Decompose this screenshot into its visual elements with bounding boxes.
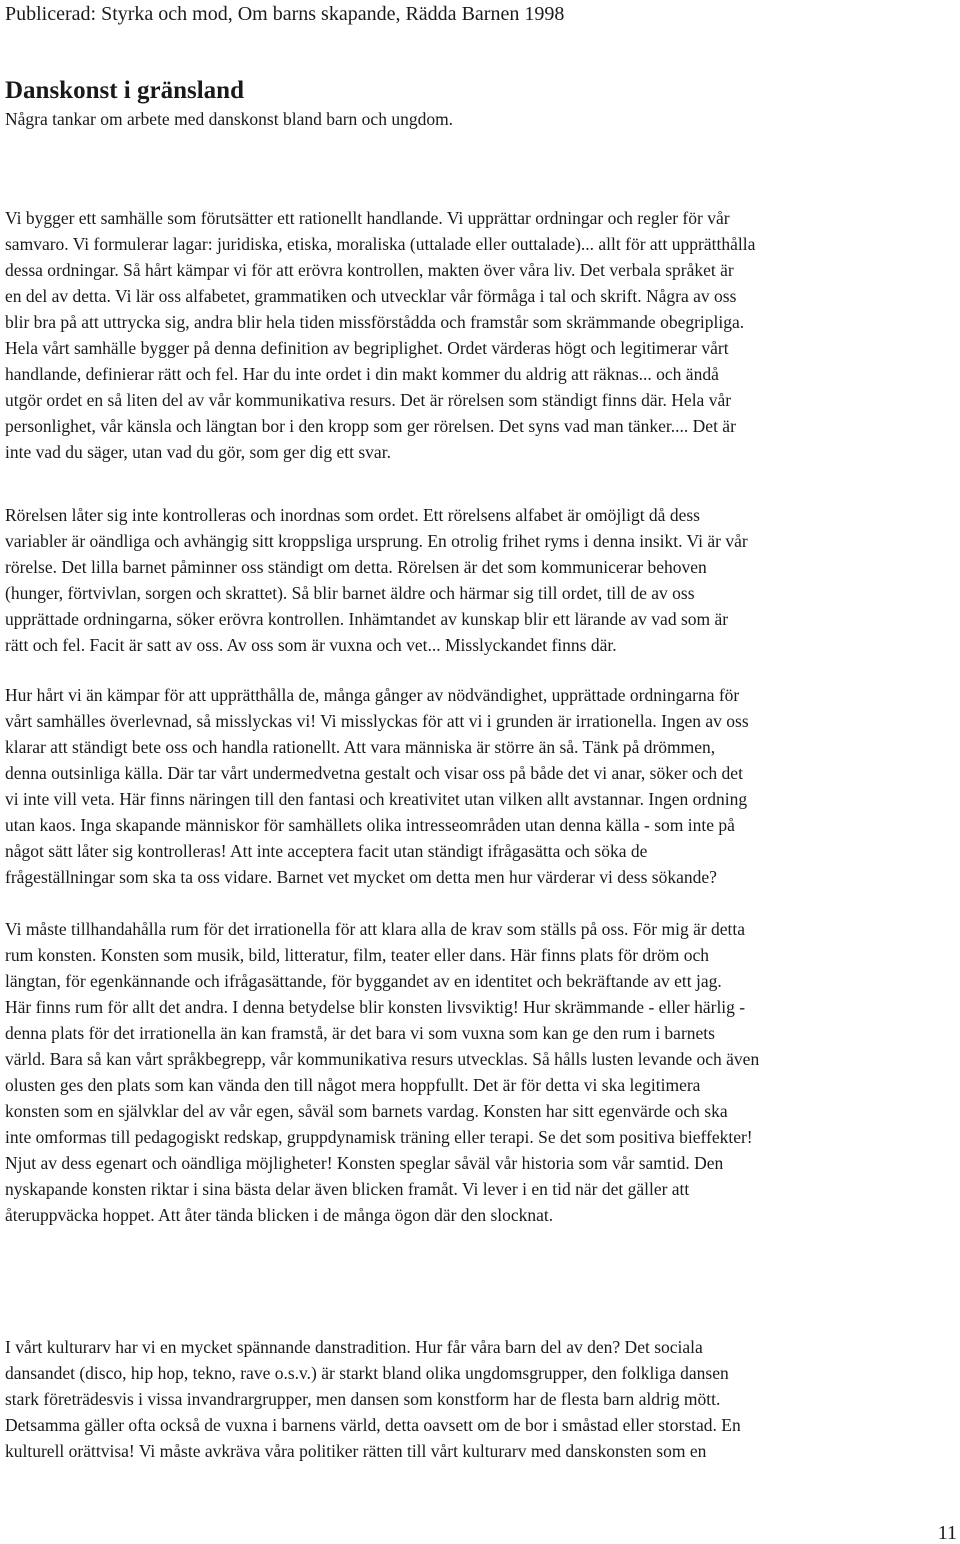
paragraph-line: inte omformas till pedagogiskt redskap, gruppdynamisk träning eller terapi. Se det som positiva bieffekter! (5, 1127, 753, 1147)
page-number: 11 (937, 1522, 957, 1544)
paragraph-line: en del av detta. Vi lär oss alfabetet, grammatiken och utvecklar vår förmåga i tal och skrift. Några av oss (5, 286, 737, 306)
paragraph-line: denna outsinliga källa. Där tar vårt undermedvetna gestalt och visar oss på både det vi anar, söker och det (5, 763, 743, 783)
paragraph-line: (hunger, förtvivlan, sorgen och skrattet). Så blir barnet äldre och härmar sig till ordet, till de av oss (5, 583, 695, 603)
paragraph-line: vårt samhälles överlevnad, så misslyckas vi! Vi misslyckas för att vi i grunden är irrationella. Ingen av oss (5, 711, 749, 731)
paragraph-line: upprättade ordningarna, söker erövra kontrollen. Inhämtandet av kunskap blir ett lärande av vad som är (5, 609, 729, 629)
paragraph-line: nyskapande konsten riktar i sina bästa delar även blicken framåt. Vi lever i en tid när det gäller att (5, 1179, 690, 1199)
paragraph-line: Vi måste tillhandahålla rum för det irrationella för att klara alla de krav som ställs på oss. För mig är detta (5, 919, 746, 939)
paragraph-line: Hur hårt vi än kämpar för att upprätthålla de, många gånger av nödvändighet, upprättade ordningarna för (5, 685, 740, 705)
paragraph-line: återuppväcka hoppet. Att åter tända blicken i de många ögon där den slocknat. (5, 1205, 554, 1225)
paragraph-5 (5, 1334, 955, 1464)
paragraph-line: Här finns rum för allt det andra. I denna betydelse blir konsten livsviktig! Hur skrämmande - eller härlig - (5, 997, 746, 1017)
publication-line: Publicerad: Styrka och mod, Om barns skapande, Rädda Barnen 1998 (5, 3, 565, 25)
article-subtitle: Några tankar om arbete med danskonst bland barn och ungdom. (5, 109, 454, 129)
paragraph-line: Njut av dess egenart och oändliga möjligheter! Konsten speglar såväl vår historia som vår samtid. Den (5, 1153, 724, 1173)
paragraph-line: vi inte vill veta. Här finns näringen till den fantasi och kreativitet utan vilken allt avstannar. Ingen ordning (5, 789, 748, 809)
paragraph-line: Detsamma gäller ofta också de vuxna i barnens värld, detta oavsett om de bor i småstad eller storstad. En (5, 1415, 741, 1435)
paragraph-line: utan kaos. Inga skapande människor för samhällets olika intresseområden utan denna källa - som inte på (5, 815, 735, 835)
paragraph-line: klarar att ständigt bete oss och handla rationellt. Att vara människa är större än så. Tänk på drömmen, (5, 737, 716, 757)
paragraph-line: handlande, definierar rätt och fel. Har du inte ordet i din makt kommer du aldrig att räknas... och ändå (5, 364, 719, 384)
paragraph-line: Rörelsen låter sig inte kontrolleras och inordnas som ordet. Ett rörelsens alfabet är omöjligt då dess (5, 505, 700, 525)
paragraph-line: rätt och fel. Facit är satt av oss. Av oss som är vuxna och vet... Misslyckandet finns där. (5, 635, 617, 655)
paragraph-line: I vårt kulturarv har vi en mycket spännande danstradition. Hur får våra barn del av den? Det sociala (5, 1337, 703, 1357)
paragraph-line: längtan, för egenkännande och ifrågasättande, för byggandet av en identitet och bekräftande av ett jag. (5, 971, 722, 991)
paragraph-line: konsten som en självklar del av vår egen, såväl som barnets vardag. Konsten har sitt egenvärde och ska (5, 1101, 728, 1121)
paragraph-line: rörelse. Det lilla barnet påminner oss ständigt om detta. Rörelsen är det som kommunicerar behoven (5, 557, 707, 577)
paragraph-line: Vi bygger ett samhälle som förutsätter ett rationellt handlande. Vi upprättar ordningar och regler för vår (5, 208, 730, 228)
paragraph-line: värld. Bara så kan vårt språkbegrepp, vår kommunikativa resurs utvecklas. Så hålls lusten levande och även (5, 1049, 760, 1069)
paragraph-line: inte vad du säger, utan vad du gör, som ger dig ett svar. (5, 442, 391, 462)
paragraph-line: stark företrädesvis i vissa invandrargrupper, men dansen som konstform har de flesta barn aldrig mött. (5, 1389, 721, 1409)
paragraph-line: personlighet, vår känsla och längtan bor i den kropp som ger rörelsen. Det syns vad man tänker.... Det är (5, 416, 736, 436)
article-title: Danskonst i gränsland (5, 77, 244, 104)
paragraph-line: något sätt låter sig kontrolleras! Att inte acceptera facit utan ständigt ifrågasätta och söka de (5, 841, 648, 861)
paragraph-line: variabler är oändliga och avhängig sitt kroppsliga ursprung. En otrolig frihet ryms i denna insikt. Vi är vår (5, 531, 748, 551)
paragraph-line: kulturell orättvisa! Vi måste avkräva våra politiker rätten till vårt kulturarv med danskonsten som en (5, 1441, 707, 1461)
paragraph-line: utgör ordet en så liten del av vår kommunikativa resurs. Det är rörelsen som ständigt finns där. Hela vår (5, 390, 732, 410)
paragraph-line: olusten ges den plats som kan vända den till något mera hoppfullt. Det är för detta vi ska legitimera (5, 1075, 701, 1095)
paragraph-3 (5, 682, 955, 890)
paragraph-line: dessa ordningar. Så hårt kämpar vi för att erövra kontrollen, makten över våra liv. Det verbala språket är (5, 260, 734, 280)
paragraph-line: rum konsten. Konsten som musik, bild, litteratur, film, teater eller dans. Här finns plats för dröm och (5, 945, 710, 965)
paragraph-line: samvaro. Vi formulerar lagar: juridiska, etiska, moraliska (uttalade eller outtalade)... allt för att upprätthålla (5, 234, 756, 254)
paragraph-line: Hela vårt samhälle bygger på denna definition av begriplighet. Ordet värderas högt och legitimerar vårt (5, 338, 729, 358)
paragraph-line: frågeställningar som ska ta oss vidare. Barnet vet mycket om detta men hur värderar vi dess sökande? (5, 867, 717, 887)
paragraph-1 (5, 205, 955, 465)
paragraph-line: denna plats för det irrationella än kan framstå, är det bara vi som vuxna som kan ge den rum i barnets (5, 1023, 715, 1043)
paragraph-line: dansandet (disco, hip hop, tekno, rave o.s.v.) är starkt bland olika ungdomsgrupper, den folkliga dansen (5, 1363, 729, 1383)
paragraph-4 (5, 916, 955, 1228)
paragraph-line: blir bra på att uttrycka sig, andra blir hela tiden missförstådda och framstår som skrämmande obegripliga. (5, 312, 745, 332)
paragraph-2 (5, 502, 955, 658)
